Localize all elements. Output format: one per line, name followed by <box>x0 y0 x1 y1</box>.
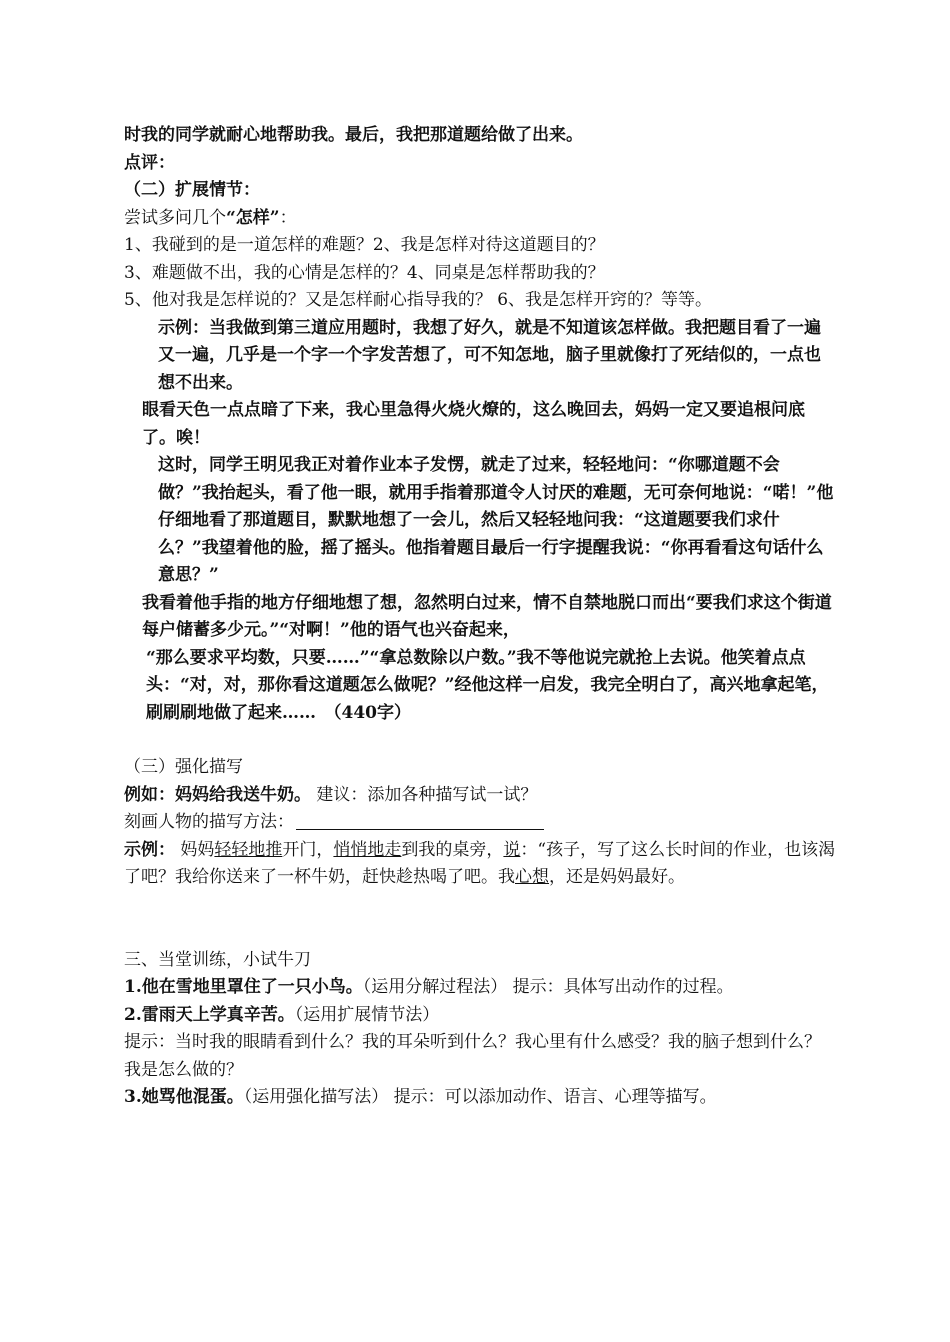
practice-method: （运用扩展情节法） <box>294 1004 440 1025</box>
intro-line: 时我的同学就耐心地帮助我。最后，我把那道题给做了出来。 <box>124 125 583 145</box>
document-page <box>124 122 836 1112</box>
practice-item-2-hint: 提示：当时我的眼睛看到什么？我的耳朵听到什么？我心里有什么感受？我的脑子想到什么？我是怎么做的？ <box>124 1032 821 1080</box>
sample-text: ：“孩子，写了这么长时间的作业，也该渴了吧？我给你送来了一杯牛奶，赶快趁热喝了吧。我 <box>124 839 836 887</box>
answer-blank[interactable] <box>296 811 544 830</box>
example-paragraph-4: 我看着他手指的地方仔细地想了想，忽然明白过来，情不自禁地脱口而出“要我们求这个街道每户储蓄多少元。”“对啊！”他的语气也兴奋起来， <box>142 592 832 640</box>
underlined-speech: 说 <box>503 839 521 860</box>
question-line-3: 5、他对我是怎样说的？又是怎样耐心指导我的？ 6、我是怎样开窍的？等等。 <box>124 290 713 310</box>
prompt-prefix: 尝试多问几个 <box>124 207 226 228</box>
question-line-1: 1、我碰到的是一道怎样的难题？2、我是怎样对待这道题目的？ <box>124 235 605 255</box>
section2-title: （二）扩展情节： <box>124 180 260 200</box>
prompt-suffix: ： <box>279 207 297 228</box>
sample-paragraph <box>124 837 836 892</box>
example-paragraph-1: 示例：当我做到第三道应用题时，我想了好久，就是不知道该怎样做。我把题目看了一遍又一遍，几乎是一个字一个字发苦想了，可不知怎地，脑子里就像打了死结似的，一点也想不出来。 <box>158 317 821 393</box>
method-line <box>124 809 836 837</box>
question-line-2: 3、难题做不出，我的心情是怎样的？4、同桌是怎样帮助我的？ <box>124 262 605 283</box>
example-paragraph-3: 这时，同学王明见我正对着作业本子发愣，就走了过来，轻轻地问：“你哪道题不会做？”我抬起头，看了他一眼，就用手指着那道令人讨厌的难题，无可奈何地说：“喏！”他仔细地看了那道题目，默默地想了一会儿，然后又轻轻地问我：“这道题要我们求什么？”我望着他的脸，摇了摇头。他指着题目最后一行字提醒我说：“你再看看这句话什么意思？” <box>158 455 834 585</box>
practice-item-1 <box>124 974 836 1002</box>
underlined-action: 悄悄地走 <box>333 839 402 860</box>
underlined-thought: 心想 <box>515 867 549 887</box>
example-paragraph-2: 眼看天色一点点暗了下来，我心里急得火烧火燎的，这么晚回去，妈妈一定又要追根问底了。唉！ <box>142 400 805 448</box>
sample-text: 到我的桌旁， <box>401 839 504 860</box>
sample-text: ，还是妈妈最好。 <box>549 867 685 887</box>
sample-text: 开门， <box>282 839 334 860</box>
practice-sentence: 3.她骂他混蛋。 <box>124 1087 244 1107</box>
practice-sentence: 1.他在雪地里罩住了一只小鸟。 <box>124 977 363 997</box>
underlined-action: 轻轻地推 <box>214 839 283 860</box>
practice-item-3 <box>124 1084 836 1112</box>
example-paragraph-5: “那么要求平均数，只要……”“拿总数除以户数。”我不等他说完就抢上去说。他笑着点点头：“对，对，那你看这道题怎么做呢？”经他这样一启发，我完全明白了，高兴地拿起笔，刷刷刷地做了起来…… （440字） <box>146 647 829 723</box>
section2-prompt <box>124 205 836 233</box>
sample-text: 妈妈 <box>175 839 215 860</box>
method-label: 刻画人物的描写方法： <box>124 812 294 832</box>
example-label: 例如：妈妈给我送牛奶。 <box>124 784 311 805</box>
sample-label: 示例： <box>124 839 175 860</box>
practice-hint: （运用强化描写法） 提示：可以添加动作、语言、心理等描写。 <box>243 1087 717 1107</box>
practice-hint: （运用分解过程法） 提示：具体写出动作的过程。 <box>362 977 734 997</box>
section3-example <box>124 782 836 810</box>
practice-item-2 <box>124 1002 836 1030</box>
comment-label: 点评： <box>124 152 175 173</box>
prompt-keyword: “怎样” <box>226 207 280 228</box>
suggestion-text: 建议：添加各种描写试一试？ <box>311 784 538 805</box>
section3-title: （三）强化描写 <box>124 757 243 777</box>
practice-sentence: 2.雷雨天上学真辛苦。 <box>124 1004 295 1025</box>
practice-title: 三、当堂训练，小试牛刀 <box>124 949 311 970</box>
